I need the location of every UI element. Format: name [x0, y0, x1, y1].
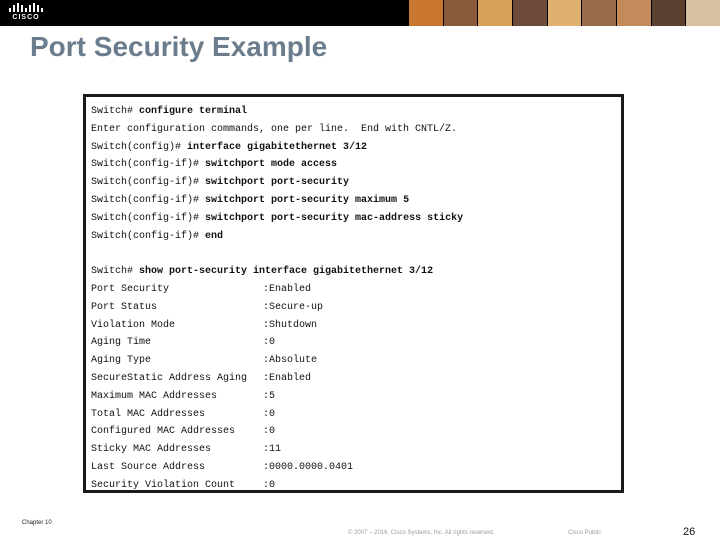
status-row [91, 281, 621, 299]
cli-line [91, 156, 621, 174]
photo-tile [685, 0, 720, 26]
cli-prompt: Enter configuration commands, one per line. End with CNTL/Z. [91, 123, 458, 135]
status-key: Last Source Address [91, 461, 206, 473]
cli-command: switchport mode access [205, 159, 338, 171]
terminal-output [83, 94, 624, 493]
status-key: Aging Time [91, 337, 152, 349]
status-row [91, 334, 621, 352]
status-row [91, 459, 621, 477]
status-row [91, 406, 621, 424]
photo-tile [408, 0, 443, 26]
status-key: Configured MAC Addresses [91, 426, 236, 438]
cisco-logo-bars [8, 3, 44, 12]
status-value: :Absolute [263, 355, 318, 367]
top-banner [0, 0, 720, 26]
slide-title: Port Security Example [30, 31, 328, 62]
photo-tile [477, 0, 512, 26]
status-row [91, 423, 621, 441]
cli-command: interface gigabitethernet 3/12 [187, 141, 368, 153]
status-value: :0 [263, 426, 276, 438]
photo-tile [651, 0, 686, 26]
cli-line [91, 210, 621, 228]
status-key: Sticky MAC Addresses [91, 444, 212, 456]
cli-line [91, 103, 621, 121]
status-key: Total MAC Addresses [91, 408, 206, 420]
classification-label: Cisco Public [568, 530, 602, 536]
status-key: Maximum MAC Addresses [91, 390, 218, 402]
copyright-text: © 2007 – 2016, Cisco Systems, Inc. All rights reserved. [348, 530, 495, 536]
cli-command: switchport port-security maximum 5 [205, 194, 410, 206]
config-block [91, 103, 621, 245]
status-value: :Enabled [263, 283, 312, 295]
chapter-label: Chapter 10 [22, 520, 52, 526]
status-value: :0 [263, 479, 276, 491]
cli-prompt: Switch# [91, 266, 140, 278]
show-command-line [91, 263, 621, 281]
status-value: :Shutdown [263, 319, 318, 331]
status-key: Port Status [91, 301, 158, 313]
status-key: Violation Mode [91, 319, 176, 331]
cisco-logo-text: CISCO [12, 14, 40, 21]
photo-tile [581, 0, 616, 26]
status-value: :0000.0000.0401 [263, 461, 354, 473]
cli-prompt: Switch(config)# [91, 141, 188, 153]
status-row [91, 299, 621, 317]
status-row [91, 370, 621, 388]
cli-command: configure terminal [139, 106, 248, 117]
status-key: Aging Type [91, 355, 152, 367]
status-table [91, 281, 621, 495]
photo-tile [512, 0, 547, 26]
status-row [91, 441, 621, 459]
cli-line [91, 139, 621, 157]
photo-strip [408, 0, 720, 26]
status-value: :5 [263, 390, 276, 402]
photo-tile [443, 0, 478, 26]
cli-prompt: Switch(config-if)# [91, 194, 206, 206]
cli-command: switchport port-security [205, 177, 350, 189]
status-key: Security Violation Count [91, 479, 236, 491]
status-value: :0 [263, 408, 276, 420]
photo-tile [547, 0, 582, 26]
status-row [91, 317, 621, 335]
status-row [91, 388, 621, 406]
cli-prompt: Switch# [91, 106, 140, 117]
cli-command: end [205, 230, 224, 242]
cli-command: switchport port-security mac-address sticky [205, 212, 464, 224]
cli-prompt: Switch(config-if)# [91, 230, 206, 242]
cli-command: show port-security interface gigabitethernet 3/12 [139, 266, 434, 278]
status-key: Port Security [91, 283, 170, 295]
status-row [91, 352, 621, 370]
status-value: :Secure-up [263, 301, 324, 313]
cli-line [91, 228, 621, 246]
status-value: :0 [263, 337, 276, 349]
cisco-logo [8, 3, 44, 23]
blank-line [91, 245, 621, 263]
cli-prompt: Switch(config-if)# [91, 212, 206, 224]
cli-prompt: Switch(config-if)# [91, 177, 206, 189]
cli-line [91, 121, 621, 139]
cli-prompt: Switch(config-if)# [91, 159, 206, 171]
page-number: 26 [683, 526, 696, 538]
status-row [91, 477, 621, 495]
cli-line [91, 192, 621, 210]
status-value: :Enabled [263, 372, 312, 384]
status-key: SecureStatic Address Aging [91, 372, 248, 384]
cli-line [91, 174, 621, 192]
status-value: :11 [263, 444, 282, 456]
photo-tile [616, 0, 651, 26]
